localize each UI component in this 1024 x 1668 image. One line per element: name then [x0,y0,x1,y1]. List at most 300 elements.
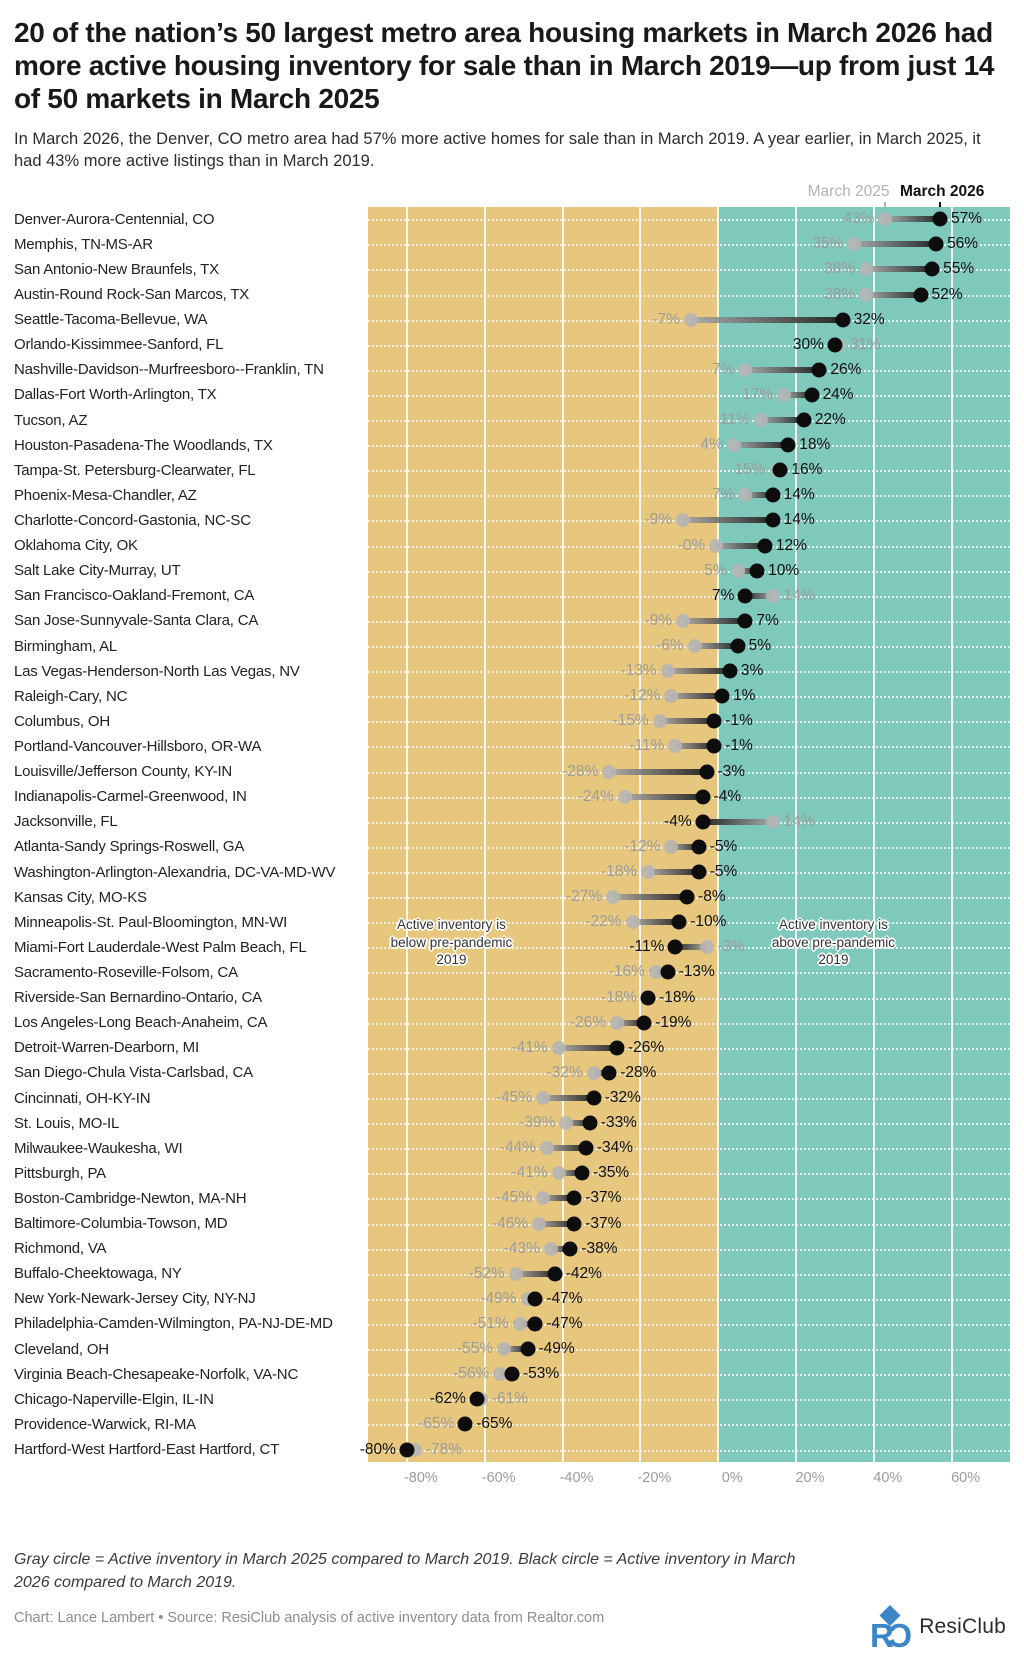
march-2025-dot [544,1242,558,1256]
march-2026-dot [804,387,819,402]
dumbbell-row [368,684,1010,709]
march-2026-value: 14% [783,511,815,529]
march-2025-value: -22% [585,913,622,931]
dumbbell-row [368,809,1010,834]
march-2026-dot [691,839,706,854]
metro-label: Chicago-Naperville-Elgin, IL-IN [14,1390,214,1408]
march-2026-dot [812,362,827,377]
metro-label: Sacramento-Roseville-Folsom, CA [14,963,238,981]
resiclub-brand [867,1604,1006,1650]
metro-label: Charlotte-Concord-Gastonia, NC-SC [14,511,251,529]
march-2026-dot [668,940,683,955]
march-2025-value: -24% [577,787,614,805]
connector-bar [691,317,843,323]
dumbbell-row [368,408,1010,433]
row-gridline [368,370,1010,372]
row-gridline [368,445,1010,447]
march-2026-value: -5% [709,837,738,855]
metro-label: Jacksonville, FL [14,813,118,831]
march-2025-value: -0% [677,536,706,554]
metro-label: Tampa-St. Petersburg-Clearwater, FL [14,461,256,479]
dumbbell-row [368,307,1010,332]
march-2026-dot [738,588,753,603]
march-2026-value: 7% [756,611,779,629]
metro-label: Baltimore-Columbia-Towson, MD [14,1215,228,1233]
march-2025-value: -45% [495,1189,533,1207]
dumbbell-row [368,433,1010,458]
march-2026-value: 3% [740,662,764,680]
annotation-below-2019: Active inventory is below pre-pandemic 2019 [390,916,513,968]
row-gridline [368,1148,1010,1150]
march-2026-dot [567,1191,582,1206]
march-2026-value: -4% [664,812,692,830]
dumbbell-row [368,834,1010,859]
metro-label: Miami-Fort Lauderdale-West Palm Beach, FL [14,938,307,956]
legend-march-2026: March 2026 [899,182,985,200]
march-2026-dot [913,287,928,302]
march-2025-dot [859,262,873,276]
connector-bar [625,794,703,800]
connector-bar [745,367,819,373]
march-2026-dot [504,1367,519,1382]
march-2026-dot [796,413,811,428]
march-2026-value: -37% [585,1189,622,1207]
march-2026-value: -28% [620,1063,657,1081]
march-2025-dot [859,288,873,302]
metro-label: Raleigh-Cary, NC [14,687,128,705]
march-2025-dot [676,513,690,527]
dumbbell-row [368,1211,1010,1236]
metro-label: Detroit-Warren-Dearborn, MI [14,1039,199,1057]
march-2025-value: -41% [511,1038,548,1056]
connector-bar [683,517,772,523]
metro-label: Phoenix-Mesa-Chandler, AZ [14,486,197,504]
march-2026-value: -53% [522,1365,560,1383]
march-2025-value: -51% [472,1314,509,1332]
march-2026-dot [563,1241,578,1256]
march-2025-dot [754,413,768,427]
march-2025-value: -52% [468,1264,505,1282]
row-gridline [368,495,1010,497]
march-2026-dot [827,337,842,352]
resiclub-logo-icon [867,1604,913,1650]
march-2026-value: -19% [655,1013,692,1031]
march-2025-dot [552,1041,566,1055]
connector-bar [866,266,932,272]
march-2025-value: 38% [824,285,856,303]
metro-label: Hartford-West Hartford-East Hartford, CT [14,1441,280,1459]
metro-label: Philadelphia-Camden-Wilmington, PA-NJ-DE-MD [14,1315,333,1333]
metro-label: New York-Newark-Jersey City, NY-NJ [14,1290,256,1308]
march-2025-dot [610,1016,624,1030]
march-2025-value: -49% [480,1289,517,1307]
march-2025-value: -12% [624,687,661,705]
march-2026-value: 26% [830,360,862,378]
march-2025-dot [766,815,780,829]
march-2026-dot [547,1266,562,1281]
dumbbell-row [368,483,1010,508]
metro-label: Kansas City, MO-KS [14,888,147,906]
metro-label: Birmingham, AL [14,637,118,655]
march-2025-value: -61% [491,1390,529,1408]
dumbbell-row [368,659,1010,684]
march-2025-value: -12% [624,837,661,855]
march-2026-dot [469,1392,484,1407]
row-gridline [368,1098,1010,1100]
connector-bar [703,819,773,825]
row-gridline [368,1249,1010,1251]
metro-label: Cincinnati, OH-KY-IN [14,1089,151,1107]
chart-credit: Chart: Lance Lambert • Source: ResiClub analysis of active inventory data from Realtor.com [14,1610,605,1627]
march-2026-value: -47% [546,1314,583,1332]
metro-label: Portland-Vancouver-Hillsboro, OR-WA [14,737,262,755]
march-2026-dot [757,538,772,553]
march-2025-dot [536,1091,550,1105]
march-2026-value: 55% [943,260,975,278]
page-title: 20 of the nation’s 50 largest metro area housing markets in March 2026 had more active housing inventory for sale than in March 2019—up from just 14 of 50 markets in March 2025 [14,17,995,115]
svg-text:C: C [888,1617,913,1650]
march-2025-dot [700,940,714,954]
dumbbell-row [368,257,1010,282]
march-2025-value: 4% [700,436,723,454]
march-2026-value: -1% [725,712,753,730]
march-2025-dot [602,765,616,779]
chart-legend [368,183,1010,207]
x-tick-label: -60% [481,1470,516,1487]
march-2026-value: 1% [733,687,756,705]
march-2025-value: -56% [453,1365,490,1383]
row-gridline [368,1198,1010,1200]
metro-label: San Jose-Sunnyvale-Santa Clara, CA [14,612,259,630]
march-2026-value: 14% [783,486,815,504]
march-2026-value: -65% [476,1415,513,1433]
march-2025-dot [731,564,745,578]
march-2025-value: -43% [503,1239,540,1257]
x-tick-label: 0% [721,1470,743,1487]
march-2025-dot [587,1066,601,1080]
metro-label: Virginia Beach-Chesapeake-Norfolk, VA-NC [14,1365,299,1383]
connector-bar [613,894,687,900]
march-2026-value: -4% [713,787,742,805]
march-2026-dot [835,312,850,327]
march-2025-value: -26% [569,1013,607,1031]
march-2026-value: 24% [822,385,854,403]
metro-label: Washington-Arlington-Alexandria, DC-VA-MD-WV [14,863,336,881]
march-2025-value: -18% [600,863,638,881]
march-2025-value: -65% [418,1415,455,1433]
dumbbell-row [368,784,1010,809]
dumbbell-row [368,332,1010,357]
march-2025-dot [559,1116,573,1130]
metro-label: Seattle-Tacoma-Bellevue, WA [14,311,208,329]
metro-label: San Francisco-Oakland-Fremont, CA [14,587,255,605]
march-2025-value: 38% [824,260,856,278]
march-2025-value: -45% [495,1089,533,1106]
march-2026-dot [695,814,710,829]
march-2026-dot [520,1342,535,1357]
march-2025-dot [552,1166,566,1180]
row-gridline [368,1274,1010,1276]
row-gridline [368,1123,1010,1125]
row-gridline [368,1450,1010,1452]
brand-name: ResiClub [919,1615,1006,1638]
row-gridline [368,571,1010,573]
dumbbell-row [368,1010,1010,1035]
dumbbell-row [368,1311,1010,1336]
march-2026-dot [610,1040,625,1055]
march-2025-value: 14% [783,586,815,604]
metro-label: Houston-Pasadena-The Woodlands, TX [14,436,273,454]
march-2026-dot [637,1015,652,1030]
march-2026-value: -26% [628,1038,665,1056]
dumbbell-row [368,583,1010,608]
metro-label: Nashville-Davidson--Murfreesboro--Franklin, TN [14,361,324,379]
march-2026-dot [773,463,788,478]
march-2026-dot [602,1065,617,1080]
march-2025-dot [497,1342,511,1356]
dumbbell-row [368,985,1010,1010]
row-gridline [368,1224,1010,1226]
march-2025-value: -11% [629,737,665,755]
march-2025-value: -39% [519,1114,556,1132]
march-2025-dot [540,1141,554,1155]
march-2025-value: -3% [717,938,746,956]
march-2025-value: -15% [612,712,649,730]
x-tick-label: -20% [637,1470,672,1487]
metro-label: Los Angeles-Long Beach-Anaheim, CA [14,1014,268,1032]
connector-bar [668,668,730,674]
metro-label: Pittsburgh, PA [14,1164,106,1182]
dumbbell-row [368,508,1010,533]
march-2026-value: -33% [600,1114,637,1132]
march-2025-value: -55% [456,1340,494,1358]
march-2026-dot [929,237,944,252]
dumbbell-row [368,1136,1010,1161]
march-2026-dot [528,1291,543,1306]
march-2025-dot [777,388,791,402]
march-2026-value: -32% [604,1089,641,1106]
march-2026-dot [765,513,780,528]
march-2025-value: 31% [849,335,881,353]
march-2025-dot [727,438,741,452]
dumbbell-row [368,709,1010,734]
march-2025-dot [668,739,682,753]
row-gridline [368,1299,1010,1301]
march-2026-value: -8% [698,888,726,906]
march-2026-value: -62% [429,1390,466,1408]
march-2026-dot [458,1417,473,1432]
dumbbell-row [368,1161,1010,1186]
x-tick-label: 40% [873,1470,903,1487]
row-gridline [368,1173,1010,1175]
x-tick-label: -40% [559,1470,594,1487]
march-2026-dot [582,1116,597,1131]
dumbbell-row [368,1286,1010,1311]
row-gridline [368,1048,1010,1050]
march-2026-dot [680,890,695,905]
march-2025-dot [766,589,780,603]
march-2025-dot [664,840,678,854]
march-2025-dot [536,1191,550,1205]
march-2025-dot [509,1267,523,1281]
dumbbell-row [368,608,1010,633]
march-2025-value: -7% [652,310,680,328]
metro-label: Oklahoma City, OK [14,537,138,555]
march-2026-value: 52% [931,285,963,303]
row-gridline [368,345,1010,347]
dumbbell-row [368,1387,1010,1412]
x-tick-label: -80% [403,1470,438,1487]
dumbbell-chart [14,207,1010,1462]
march-2026-value: 18% [799,436,831,454]
dumbbell-row [368,558,1010,583]
legend-march-2025: March 2025 [807,182,890,200]
connector-bar [559,1045,617,1051]
march-2026-value: -49% [538,1340,575,1358]
row-gridline [368,1324,1010,1326]
march-2026-value: 22% [814,411,846,429]
march-2025-value: 7% [712,486,735,504]
march-2026-value: 30% [792,335,824,353]
march-2025-value: 17% [742,385,774,403]
metro-label: St. Louis, MO-IL [14,1114,120,1132]
march-2025-value: -16% [608,963,645,981]
march-2026-value: -3% [717,762,746,780]
march-2026-dot [722,664,737,679]
dumbbell-row [368,1236,1010,1261]
march-2026-dot [699,764,714,779]
plot-area [359,207,1010,1462]
march-2026-dot [925,262,940,277]
connector-bar [683,618,745,624]
march-2026-value: -47% [546,1289,583,1307]
dumbbell-row [368,282,1010,307]
march-2025-value: 7% [712,360,735,378]
march-2026-value: 5% [748,637,772,655]
dumbbell-row [368,1085,1010,1110]
x-tick-label: 20% [795,1470,825,1487]
march-2026-value: 16% [791,461,823,479]
march-2025-dot [532,1217,546,1231]
march-2026-value: 7% [712,586,735,604]
march-2025-value: 15% [734,461,766,479]
march-2025-value: -27% [565,888,603,906]
metro-label: Atlanta-Sandy Springs-Roswell, GA [14,838,245,856]
march-2026-value: -37% [585,1214,622,1232]
metro-label: Boston-Cambridge-Newton, MA-NH [14,1189,247,1207]
metro-label: Louisville/Jefferson County, KY-IN [14,763,233,781]
march-2026-value: -5% [709,863,738,881]
march-2025-dot [641,865,655,879]
march-2026-value: 56% [947,235,979,253]
march-2026-dot [660,965,675,980]
row-gridline [368,395,1010,397]
march-2025-value: -41% [511,1164,548,1182]
march-2025-dot [664,689,678,703]
march-2025-value: 43% [843,210,875,228]
dumbbell-row [368,1035,1010,1060]
metro-label: Indianapolis-Carmel-Greenwood, IN [14,788,247,806]
march-2025-value: 35% [812,235,844,253]
metro-label: Memphis, TN-MS-AR [14,235,153,253]
march-2026-value: 32% [853,310,885,328]
metro-label: Columbus, OH [14,712,110,730]
row-gridline [368,1073,1010,1075]
dumbbell-row [368,734,1010,759]
row-gridline [368,420,1010,422]
dumbbell-row [368,859,1010,884]
march-2026-dot [730,639,745,654]
dumbbell-row [368,1186,1010,1211]
march-2025-dot [653,714,667,728]
march-2026-dot [691,865,706,880]
march-2026-value: -18% [659,988,696,1006]
dumbbell-row [368,1060,1010,1085]
march-2026-dot [528,1316,543,1331]
march-2026-dot [932,212,947,227]
march-2025-dot [606,890,620,904]
dumbbell-row [359,1437,1010,1462]
march-2025-dot [661,664,675,678]
dumbbell-row [368,1261,1010,1286]
metro-label: San Antonio-New Braunfels, TX [14,260,219,278]
march-2025-dot [684,313,698,327]
metro-labels-column [14,207,368,1462]
march-2026-dot [707,739,722,754]
dumbbell-row [368,1111,1010,1136]
march-2026-value: 12% [775,536,807,554]
march-2026-value: -35% [592,1164,630,1182]
metro-label: Minneapolis-St. Paul-Bloomington, MN-WI [14,913,288,931]
march-2025-dot [626,915,640,929]
metro-label: Salt Lake City-Murray, UT [14,562,181,580]
annotation-above-2019: Active inventory is above pre-pandemic 2019 [771,916,895,968]
dumbbell-row [368,633,1010,658]
dumbbell-row [368,458,1010,483]
row-gridline [368,470,1010,472]
march-2025-dot [878,212,892,226]
march-2025-value: -13% [620,662,657,680]
march-2026-dot [672,915,687,930]
march-2025-value: -46% [492,1214,529,1232]
march-2026-value: -1% [725,737,753,755]
march-2025-value: -28% [562,762,599,780]
dumbbell-row [368,1412,1010,1437]
metro-label: Cleveland, OH [14,1340,109,1358]
march-2025-dot [618,790,632,804]
march-2026-dot [575,1166,590,1181]
march-2026-value: -42% [565,1264,602,1282]
metro-label: Riverside-San Bernardino-Ontario, CA [14,989,262,1007]
metro-label: Tucson, AZ [14,411,88,429]
chart-subtitle: In March 2026, the Denver, CO metro area had 57% more active homes for sale than in March 2019. A year earlier, in March 2025, it had 43% more active listings than in March 2019. [14,130,981,170]
march-2025-dot [676,614,690,628]
march-2025-value: -32% [546,1063,583,1081]
march-2025-value: 14% [783,812,815,830]
march-2026-dot [750,563,765,578]
dumbbell-row [368,885,1010,910]
march-2025-value: 11% [720,411,750,429]
march-2026-dot [738,613,753,628]
x-tick-label: 60% [951,1470,981,1487]
march-2026-value: -80% [359,1440,396,1458]
metro-label: Austin-Round Rock-San Marcos, TX [14,286,250,303]
march-2025-value: -6% [656,637,684,655]
march-2026-value: 10% [768,561,800,579]
march-2025-value: -9% [644,511,673,529]
march-2026-value: 57% [950,210,982,228]
dumbbell-row [368,759,1010,784]
